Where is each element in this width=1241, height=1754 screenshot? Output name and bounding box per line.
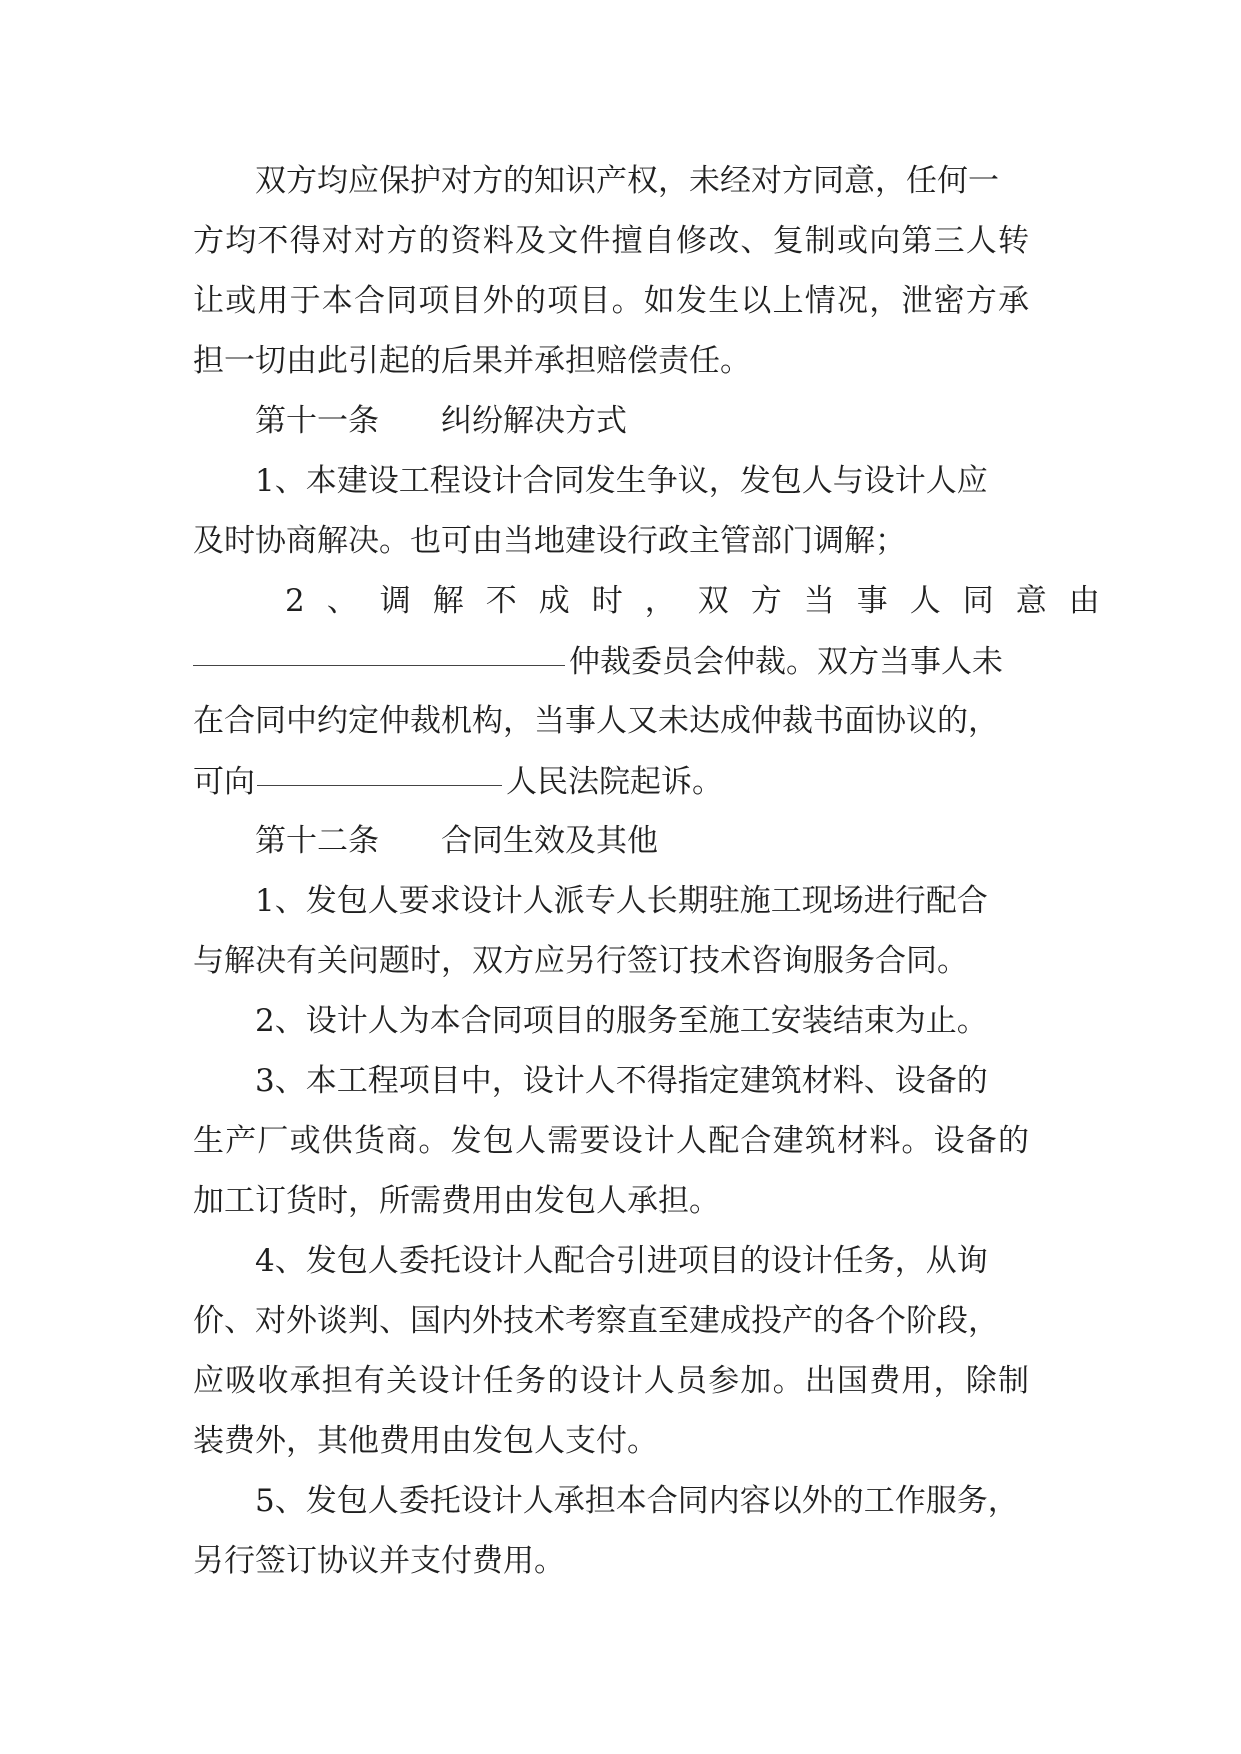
article-12-item-3-line-1: 3、本工程项目中，设计人不得指定建筑材料、设备的	[255, 1063, 988, 1099]
article-11-item-1-line-2: 及时协商解决。也可由当地建设行政主管部门调解；	[193, 523, 906, 559]
article-11-item-2-line-4-suffix: 人民法院起诉。	[506, 764, 723, 800]
article-12-item-3-line-2: 生产厂或供货商。发包人需要设计人配合建筑材料。设备的	[193, 1123, 1031, 1159]
article-12-item-3-line-3: 加工订货时，所需费用由发包人承担。	[193, 1183, 720, 1219]
article-12-item-1-line-1: 1、发包人要求设计人派专人长期驻施工现场进行配合	[255, 883, 988, 919]
article-11-item-2-line-1: 2、调解不成时，双方当事人同意由	[285, 583, 1122, 619]
article-11-item-2-line-4	[193, 751, 1053, 811]
article-11-item-2-line-2-text: 仲裁委员会仲裁。双方当事人未	[569, 644, 1003, 680]
article-12-heading: 第十二条 合同生效及其他	[255, 823, 658, 859]
article-11-item-1-line-1: 1、本建设工程设计合同发生争议，发包人与设计人应	[255, 463, 988, 499]
article-11-item-2-line-4-prefix: 可向	[193, 764, 255, 800]
article-12-item-4-line-2: 价、对外谈判、国内外技术考察直至建成投产的各个阶段，	[193, 1303, 999, 1339]
article-12-item-5-line-1: 5、发包人委托设计人承担本合同内容以外的工作服务，	[255, 1483, 1019, 1519]
article-12-item-5-line-2: 另行签订协议并支付费用。	[193, 1543, 565, 1579]
court-blank	[257, 751, 502, 786]
article-11-item-2-line-3: 在合同中约定仲裁机构，当事人又未达成仲裁书面协议的，	[193, 703, 999, 739]
article-12-item-2-line-1: 2、设计人为本合同项目的服务至施工安装结束为止。	[255, 1003, 988, 1039]
ip-clause-line-4: 担一切由此引起的后果并承担赔偿责任。	[193, 343, 751, 379]
ip-clause-line-3: 让或用于本合同项目外的项目。如发生以上情况，泄密方承	[193, 283, 1031, 319]
arbitration-commission-blank	[193, 631, 565, 666]
ip-clause-line-1: 双方均应保护对方的知识产权，未经对方同意，任何一	[255, 163, 999, 199]
ip-clause-line-2: 方均不得对对方的资料及文件擅自修改、复制或向第三人转	[193, 223, 1031, 259]
article-11-item-2-line-2	[193, 631, 1053, 691]
article-12-item-4-line-4: 装费外，其他费用由发包人支付。	[193, 1423, 658, 1459]
article-12-item-4-line-3: 应吸收承担有关设计任务的设计人员参加。出国费用，除制	[193, 1363, 1031, 1399]
article-11-heading: 第十一条 纠纷解决方式	[255, 403, 627, 439]
article-12-item-4-line-1: 4、发包人委托设计人配合引进项目的设计任务，从询	[255, 1243, 988, 1279]
article-12-item-1-line-2: 与解决有关问题时，双方应另行签订技术咨询服务合同。	[193, 943, 968, 979]
